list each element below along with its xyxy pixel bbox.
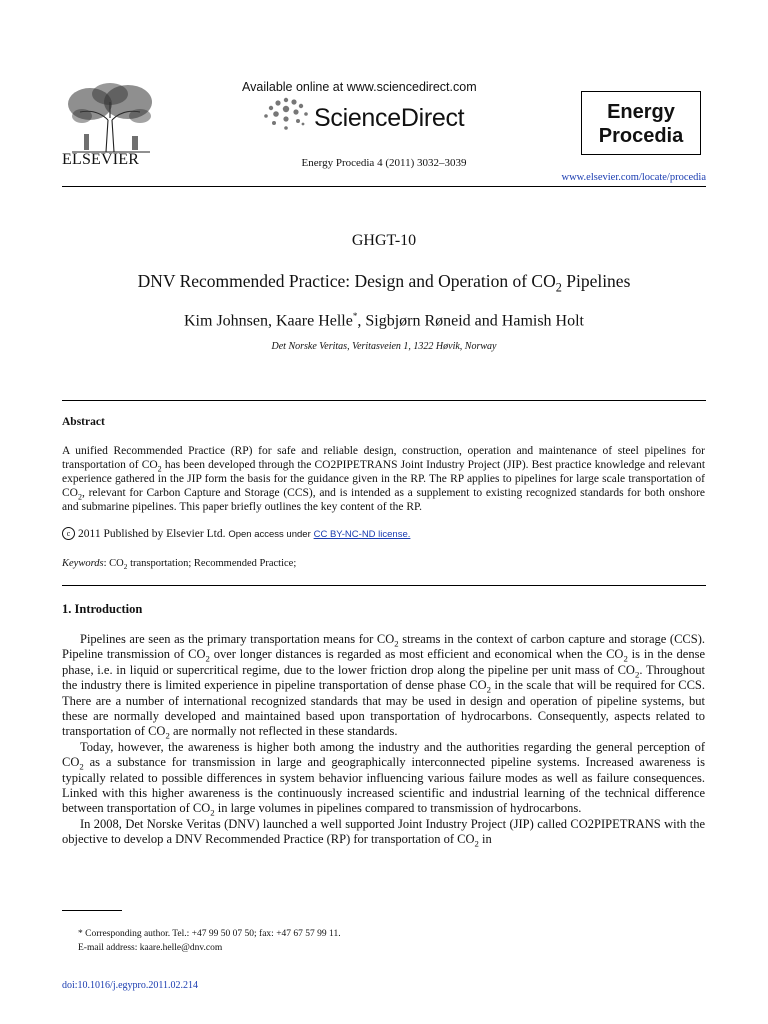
paragraph-text: In 2008, Det Norske Veritas (DNV) launched a well supported Joint Industry Project (JIP) called CO2PIPETRANS with the objective to develop a DNV Recommended Practice (RP) for transportation of (62, 816, 705, 847)
subscript-text: 2 (165, 730, 170, 741)
paragraph-text: A unified Recommended Practice (RP) for safe and reliable design, construction, operation and maintenance of steel pipelines for transportation of (62, 445, 705, 471)
keywords-text: : CO (103, 558, 124, 569)
subscript-text: 2 (157, 464, 162, 474)
journal-name-line2: Procedia (598, 125, 684, 147)
header-divider (62, 186, 706, 187)
subscript-text: 2 (210, 807, 215, 818)
paragraph-text: CO (148, 724, 166, 739)
footnote-divider (62, 910, 122, 911)
open-access-text: Open access under (228, 529, 311, 540)
paragraph-text: CO (62, 487, 78, 499)
paragraph-text: CO (192, 801, 211, 816)
paragraph-text: CO (62, 755, 80, 770)
paragraph-text: in the scale that will be required for CCS. There are a number of international recognized standards that may be used in design and operation of pipeline systems, but these are normally developed and maintained based upon transportation of hydrocarbons. Consequently, aspects related to transportation of (62, 678, 706, 739)
journal-name-line1: Energy (607, 101, 675, 123)
paragraph-text: CO (188, 647, 206, 662)
keywords-subscript: 2 (123, 562, 128, 572)
paragraph-text: over longer distances is regarded as most efficient and economical when the (209, 647, 607, 662)
paragraph (62, 817, 705, 848)
paragraph-text: has been developed through the CO2PIPETRANS Joint Industry Project (JIP). Best practice knowledge and relevant experience gathered in the JIP form the basis for the guidance given in the RP. The RP applies to pipelines for large scale transportation of (62, 459, 706, 485)
sciencedirect-logo-icon (262, 96, 310, 134)
elsevier-tree-logo-icon (60, 82, 160, 154)
subscript-text: 2 (394, 638, 399, 649)
subscript-text: 2 (77, 492, 83, 502)
paragraph-text: as a substance for transmission in large and geographically interconnected pipeline systems. Increased awareness is typically related to possible differences in system behavior influencing various failure modes as well as failure consequences. Linked with this higher awareness is the continuously increased scientific and industrial learning of the technical difference between transportation of (62, 755, 705, 816)
paragraph-text: CO (606, 647, 624, 662)
paragraph-text: Today, however, the awareness is higher both among the industry and the authorities regarding the general perception of (80, 739, 705, 754)
license-link[interactable]: CC BY-NC-ND license. (313, 529, 411, 540)
author-affiliation: Det Norske Veritas, Veritasveien 1, 1322 Høvik, Norway (271, 341, 497, 352)
available-online-text[interactable]: Available online at www.sciencedirect.com (242, 80, 477, 94)
paragraph-text: CO (376, 632, 395, 646)
paragraph-text: . Throughout the industry there is limited experience in pipeline transportation of dense phase (62, 662, 705, 693)
email-footnote: E-mail address: kaare.helle@dnv.com (78, 943, 223, 953)
title-subscript: 2 (555, 280, 562, 295)
copyright-icon: c (62, 527, 75, 540)
subscript-text: 2 (474, 838, 479, 849)
paragraph-text: is in the dense phase, i.e. in liquid or supercritical regime, due to the lower friction drop along the pipeline per unit mass of (62, 647, 705, 677)
subscript-text: 2 (79, 761, 84, 772)
keywords-label: Keywords (62, 558, 104, 569)
subscript-text: 2 (205, 653, 210, 664)
keywords-line (62, 558, 297, 572)
paragraph-text: in large volumes in pipelines compared to transmission of hydrocarbons. (214, 801, 582, 816)
paragraph-text: CO (141, 459, 158, 471)
title-text-end: Pipelines (561, 271, 631, 291)
paragraph-text: CO (617, 662, 635, 677)
journal-name-box (581, 91, 701, 155)
paragraph-text: CO (469, 678, 487, 693)
subscript-text: 2 (623, 653, 628, 664)
journal-reference: Energy Procedia 4 (2011) 3032–3039 (301, 157, 467, 169)
subscript-text: 2 (634, 669, 640, 680)
abstract-bottom-divider (62, 585, 706, 586)
paragraph (62, 740, 705, 817)
keywords-rest: transportation; Recommended Practice; (127, 558, 297, 569)
journal-url-link[interactable]: www.elsevier.com/locate/procedia (561, 172, 706, 183)
introduction-body (62, 632, 705, 848)
paragraph-text: , relevant for Carbon Capture and Storage (CCS), and is intended as a supplement to existing recognized standards for both onshore and submarine pipelines. This paper briefly outlines the key content of the RP. (62, 487, 705, 513)
paper-title (0, 271, 768, 295)
paragraph-text: streams in the context of carbon capture and storage (CCS). Pipeline transmission of (62, 632, 705, 662)
conference-name: GHGT-10 (351, 232, 417, 249)
paragraph-text: CO (457, 832, 475, 847)
author-list (0, 311, 768, 330)
publisher-name: ELSEVIER (62, 151, 140, 168)
abstract-heading: Abstract (62, 416, 105, 428)
section-heading-introduction: 1. Introduction (62, 602, 143, 616)
subscript-text: 2 (486, 684, 492, 695)
paragraph-text: are normally not reflected in these standards. (169, 724, 398, 739)
paragraph (62, 632, 705, 740)
copyright-text: 2011 Published by Elsevier Ltd. (78, 528, 226, 540)
doi-link[interactable]: doi:10.1016/j.egypro.2011.02.214 (62, 980, 199, 991)
abstract-text (62, 444, 705, 514)
title-text: DNV Recommended Practice: Design and Operation of CO (137, 271, 556, 291)
authors-first: Kim Johnsen, Kaare Helle (184, 312, 353, 330)
paragraph-text: Pipelines are seen as the primary transportation means for (80, 632, 377, 646)
abstract-top-divider (62, 400, 706, 401)
copyright-line (62, 527, 410, 540)
paragraph-text: in (478, 832, 492, 847)
corresponding-author-footnote: * Corresponding author. Tel.: +47 99 50 07 50; fax: +47 67 57 99 11. (78, 929, 341, 939)
authors-rest: , Sigbjørn Røneid and Hamish Holt (357, 312, 584, 330)
corresponding-author-mark[interactable]: * (352, 311, 358, 321)
sciencedirect-brand[interactable]: ScienceDirect (314, 104, 465, 132)
